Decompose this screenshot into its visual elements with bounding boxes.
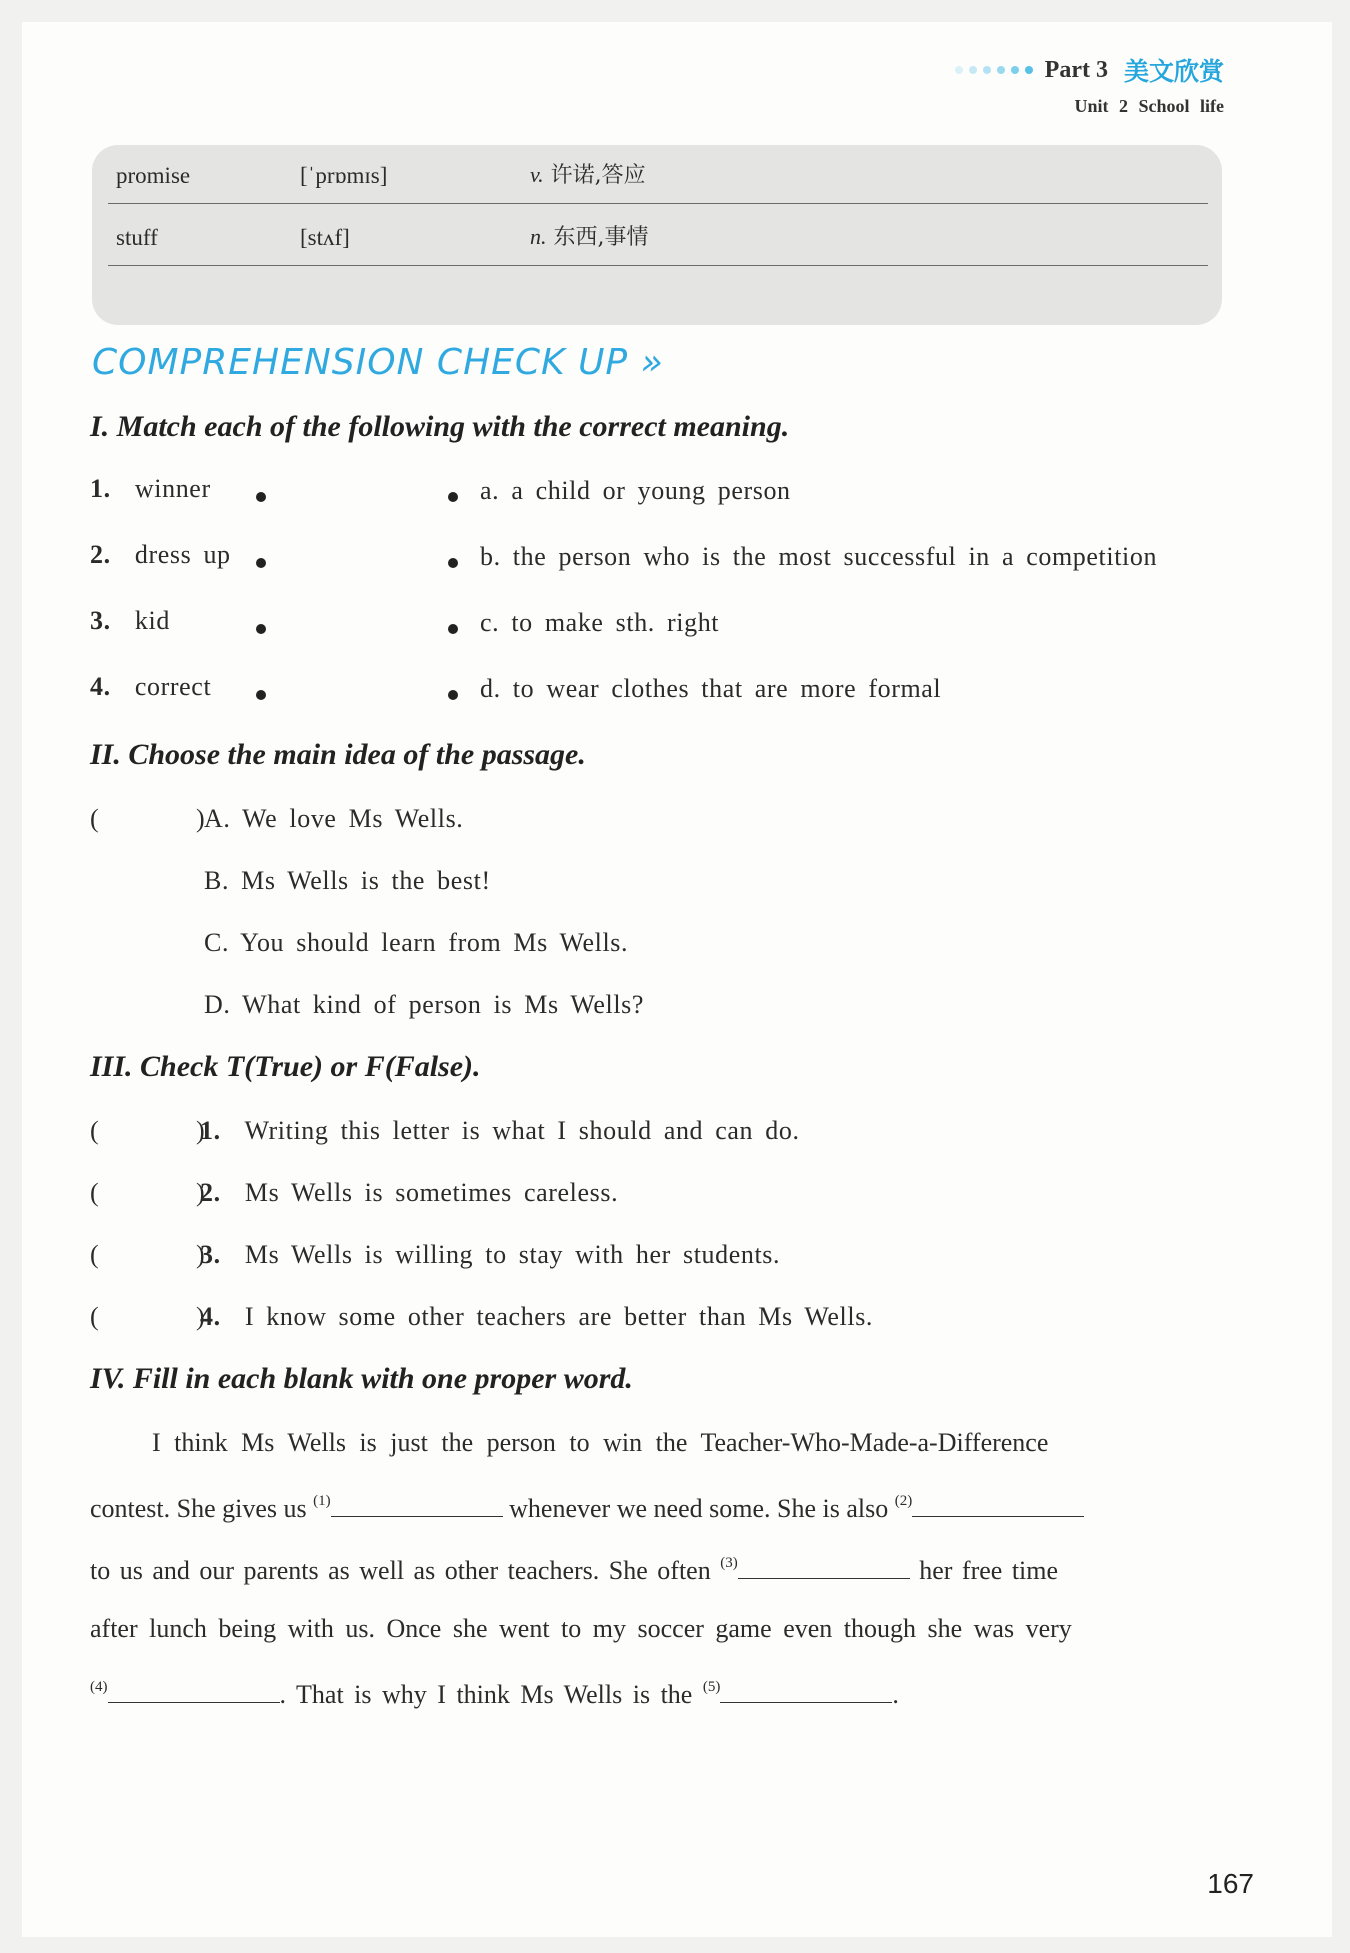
vocab-ipa: [ˈprɒmɪs] [300, 163, 388, 188]
answer-bracket[interactable]: ( ) [90, 804, 206, 833]
match-left-item: 2. dress up [90, 540, 231, 569]
passage-line: $^{(4)}$ . That is why I think Ms Wells is the $^{(5)}$ . [90, 1676, 1222, 1716]
match-left-item: 1. winner [90, 474, 211, 503]
blank-number: (1) [313, 1493, 331, 1509]
answer-bracket[interactable]: ( ) [90, 1116, 206, 1145]
match-right-item: c. to make sth. right [480, 608, 720, 637]
blank-4[interactable] [108, 1676, 280, 1703]
match-dot-left[interactable] [256, 690, 266, 700]
match-right-item: b. the person who is the most successful in a competition [480, 542, 1158, 571]
blank-5[interactable] [720, 1676, 892, 1703]
section-1-title: I. Match each of the following with the correct meaning. [90, 410, 790, 443]
blank-number: (3) [720, 1555, 738, 1571]
answer-bracket[interactable]: ( ) [90, 1240, 206, 1269]
option-item: D. What kind of person is Ms Wells? [204, 990, 645, 1019]
vocab-word: stuff [116, 225, 158, 250]
vocab-ipa: [stʌf] [300, 225, 350, 250]
blank-2[interactable] [912, 1490, 1084, 1517]
tf-statement: 3. Ms Wells is willing to stay with her students. [200, 1240, 781, 1269]
passage-line: I think Ms Wells is just the person to win the Teacher-Who-Made-a-Difference [152, 1428, 1049, 1457]
answer-bracket[interactable]: ( ) [90, 1178, 206, 1207]
page-number: 167 [1207, 1868, 1254, 1899]
section-3-title: III. Check T(True) or F(False). [90, 1050, 481, 1083]
vocab-definition: v. 许诺,答应 [530, 162, 646, 188]
passage-line: to us and our parents as well as other teachers. She often $^{(3)}$ her free time [90, 1552, 1222, 1592]
blank-number: (5) [702, 1679, 721, 1695]
match-dot-right[interactable] [448, 690, 458, 700]
passage-line: contest. She gives us $^{(1)}$ whenever we need some. She is also $^{(2)}$ [90, 1490, 1222, 1530]
decorative-dots-icon [955, 66, 1033, 74]
blank-number: (2) [894, 1493, 913, 1509]
match-dot-left[interactable] [256, 492, 266, 502]
match-left-item: 3. kid [90, 606, 170, 635]
option-item: C. You should learn from Ms Wells. [204, 928, 629, 957]
option-item: B. Ms Wells is the best! [204, 866, 491, 895]
match-right-item: a. a child or young person [480, 476, 791, 505]
match-dot-right[interactable] [448, 558, 458, 568]
part-chinese-title: 美文欣赏 [1123, 57, 1224, 86]
option-item: A. We love Ms Wells. [204, 804, 464, 833]
passage-line: after lunch being with us. Once she went to my soccer game even though she was very [90, 1614, 1072, 1643]
tf-statement: 4. I know some other teachers are better than Ms Wells. [200, 1302, 874, 1331]
comprehension-heading: COMPREHENSION CHECK UP » [92, 342, 664, 383]
match-dot-right[interactable] [448, 492, 458, 502]
match-dot-left[interactable] [256, 558, 266, 568]
part-label: Part 3 [1044, 56, 1108, 83]
running-header [955, 52, 1224, 117]
blank-1[interactable] [331, 1490, 503, 1517]
blank-number: (4) [90, 1679, 108, 1695]
vocab-row [108, 207, 1208, 266]
answer-bracket[interactable]: ( ) [90, 1302, 206, 1331]
section-4-title: IV. Fill in each blank with one proper word. [90, 1362, 633, 1395]
match-right-item: d. to wear clothes that are more formal [480, 674, 942, 703]
tf-statement: 1. Writing this letter is what I should and can do. [200, 1116, 800, 1145]
blank-3[interactable] [738, 1552, 910, 1579]
vocab-word: promise [116, 163, 191, 188]
vocab-row [108, 145, 1208, 204]
section-2-title: II. Choose the main idea of the passage. [90, 738, 586, 771]
unit-label: Unit 2 School life [1074, 96, 1224, 116]
match-left-item: 4. correct [90, 672, 212, 701]
match-dot-left[interactable] [256, 624, 266, 634]
vocab-definition: n. 东西,事情 [530, 224, 649, 250]
match-dot-right[interactable] [448, 624, 458, 634]
tf-statement: 2. Ms Wells is sometimes careless. [200, 1178, 619, 1207]
vocabulary-box [92, 145, 1222, 325]
